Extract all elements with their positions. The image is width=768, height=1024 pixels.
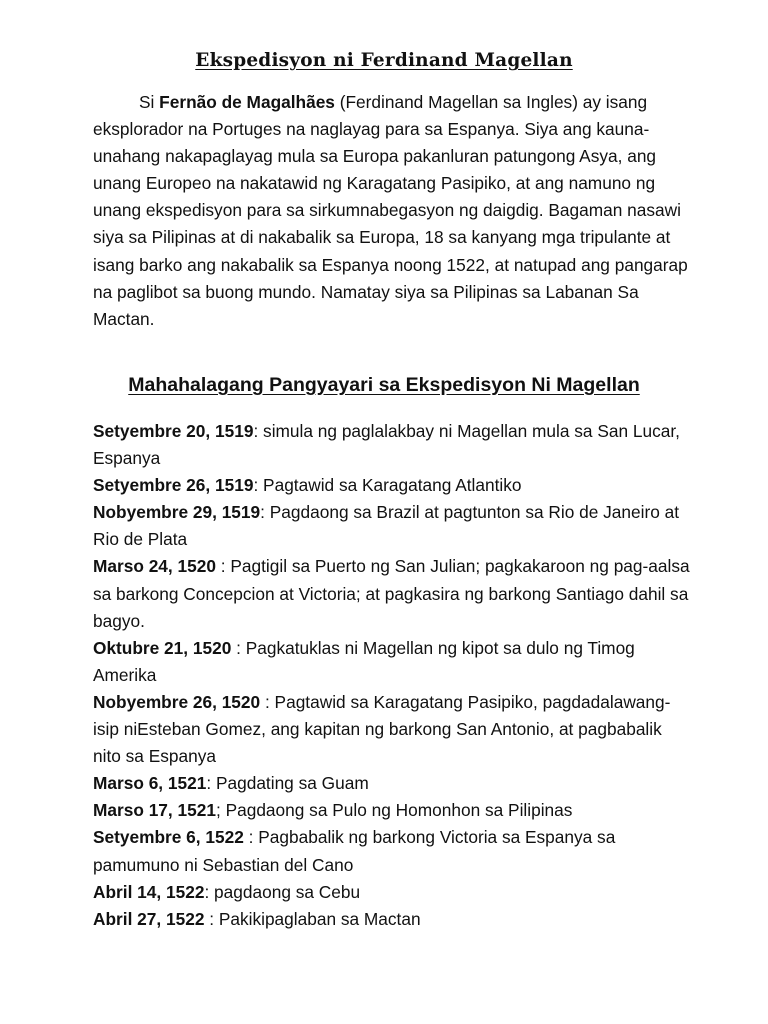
event-text: ; Pagdaong sa Pulo ng Homonhon sa Pilipinas [215,800,573,821]
event-date: Marso 6, 1521 [93,773,207,794]
event-date: Setyembre 26, 1519 [93,475,254,496]
event-date: Oktubre 21, 1520 [93,637,232,658]
intro-paragraph [93,89,693,333]
event-item [93,635,693,689]
document-title: Ekspedisyon ni Ferdinand Magellan [195,50,573,71]
event-date: Setyembre 6, 1522 [93,827,244,848]
event-item [93,499,693,553]
event-text: : Pagtawid sa Karagatang Atlantiko [253,475,522,496]
event-item [93,906,693,933]
event-item [93,879,693,906]
event-text: : Pagtigil sa Puerto ng San Julian; pagkakaroon ng pag-aalsa sa barkong Concepcion at Victoria; at pagkasira ng barkong Santiago dahil sa bagyo. [93,556,690,631]
event-text: : Pagbabalik ng barkong Victoria sa Espanya sa pamumuno ni Sebastian del Cano [93,827,616,875]
event-date: Marso 17, 1521 [93,800,216,821]
event-date: Nobyembre 29, 1519 [93,502,261,523]
event-text: : simula ng paglalakbay ni Magellan mula sa San Lucar, Espanya [93,421,680,469]
event-text: : Pagdating sa Guam [206,773,369,794]
events-heading: Mahahalagang Pangyayari sa Ekspedisyon Ni Magellan [128,374,640,396]
event-date: Abril 14, 1522 [93,881,205,902]
event-item [93,770,693,797]
event-date: Setyembre 20, 1519 [93,421,254,441]
event-date: Abril 27, 1522 [93,908,205,929]
event-date: Nobyembre 26, 1520 [93,691,261,712]
events-list [93,418,693,933]
event-item [93,797,693,824]
event-item [93,824,693,878]
event-text: : Pagdaong sa Brazil at pagtunton sa Rio de Janeiro at Rio de Plata [93,502,680,550]
intro-prefix: Si [139,92,160,112]
event-item [93,689,693,770]
event-date: Marso 24, 1520 [93,556,216,577]
intro-text: (Ferdinand Magellan sa Ingles) ay isang eksplorador na Portuges na naglayag para sa Espanya. Siya ang kauna-unahang nakapaglayag mula sa Europa pakanluran patungong Asya, ang unang Europeo na nakatawid ng Karagatang Pasipiko, at ang namuno ng unang ekspedisyon para sa sirkumnabegasyon ng daigdig. Bagaman nasawi siya sa Pilipinas at di nakabalik sa Europa, 18 sa kanyang mga tripulante at isang barko ang nakabalik sa Espanya noong 1522, at natupad ang pangarap na paglibot sa buong mundo. Namatay siya sa Pilipinas sa Labanan Sa Mactan. [93,92,688,329]
event-text: : Pagtawid sa Karagatang Pasipiko, pagdadalawang-isip niEsteban Gomez, ang kapitan ng barkong San Antonio, at pagbabalik nito sa Espanya [93,691,671,767]
event-text: : pagdaong sa Cebu [204,881,361,902]
intro-name: Fernão de Magalhães [159,92,335,112]
event-text: : Pagkatuklas ni Magellan ng kipot sa dulo ng Timog Amerika [93,637,635,685]
event-text: : Pakikipaglaban sa Mactan [204,908,421,929]
event-item [93,472,693,499]
event-item [93,418,693,472]
event-item [93,553,693,634]
